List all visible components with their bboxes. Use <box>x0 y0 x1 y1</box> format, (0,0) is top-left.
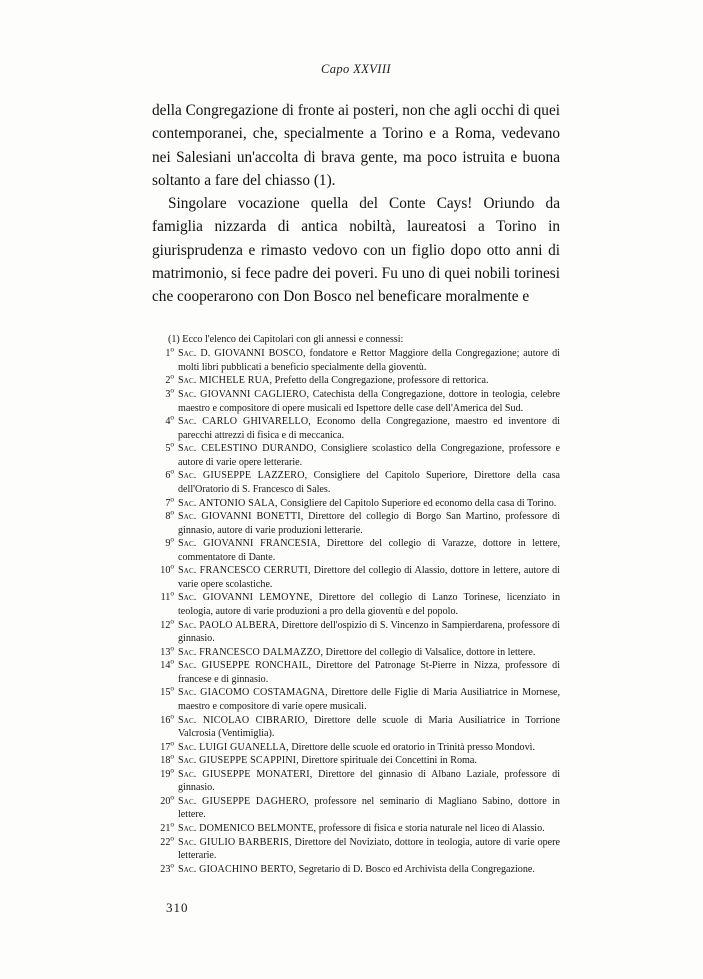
note-detail: Direttore del collegio di Varazze, dottore in lettere, commentatore di Dante. <box>178 538 560 563</box>
note-detail: Direttore del ginnasio di Albano Laziale, professore di ginnasio. <box>178 768 560 794</box>
note-number: 18$^o$ <box>160 752 174 767</box>
note-number: 16$^o$ <box>160 712 174 726</box>
note-body <box>178 591 560 618</box>
note-body <box>178 537 560 564</box>
note-number: 12$^o$ <box>160 617 174 631</box>
note-body <box>178 659 560 686</box>
note-detail: Consigliere scolastico della Congregazione, professore e autore di varie opere letterarie. <box>178 443 560 468</box>
list-item <box>152 442 560 469</box>
note-number: 17$^o$ <box>160 739 174 753</box>
note-number: 6$^o$ <box>165 468 174 482</box>
note-number: 13$^o$ <box>160 644 174 658</box>
list-item <box>152 497 560 511</box>
note-person: Sac. NICOLAO CIBRARIO, <box>178 714 308 726</box>
note-body <box>178 686 560 713</box>
note-number: 5$^o$ <box>165 440 174 455</box>
note-body <box>178 442 560 469</box>
note-body <box>178 415 560 442</box>
note-body <box>178 863 560 877</box>
note-detail: Direttore del collegio di Valsalice, dottore in lettere. <box>323 646 536 658</box>
note-detail: Direttore spirituale dei Concettini in Roma. <box>298 755 477 767</box>
note-number: 23$^o$ <box>160 861 174 875</box>
note-body <box>178 795 560 822</box>
note-detail: Direttore del collegio di Borgo San Martino, professore di ginnasio, autore di varie produzioni letterarie. <box>178 511 560 536</box>
list-item <box>152 754 560 768</box>
note-person: Sac. PAOLO ALBERA, <box>178 619 279 631</box>
list-item <box>152 863 560 877</box>
note-detail: Direttore dell'ospizio di S. Vincenzo in Sampierdarena, professore di ginnasio. <box>178 619 561 645</box>
note-number: 14$^o$ <box>160 657 174 672</box>
list-item <box>152 822 560 836</box>
note-body <box>178 497 560 511</box>
note-detail: Direttore delle Figlie di Maria Ausiliatrice in Mornese, maestro e compositore di varie opere musicali. <box>178 687 561 712</box>
note-detail: Consigliere del Capitolo Superiore, Direttore della casa dell'Oratorio di S. Francesco di Sales. <box>178 470 560 495</box>
list-item <box>152 795 560 822</box>
note-number: 2$^o$ <box>165 373 174 387</box>
note-person: Sac. DOMENICO BELMONTE, <box>178 823 317 834</box>
note-body <box>178 822 560 836</box>
note-number: 20$^o$ <box>160 793 174 807</box>
page-content <box>152 62 560 916</box>
note-person: Sac. GIUSEPPE MONATERI, <box>178 768 313 780</box>
note-person: Sac. GIOVANNI LEMOYNE, <box>178 592 313 604</box>
note-detail: professore nel seminario di Magliano Sabino, dottore in lettere. <box>178 795 560 821</box>
note-number: 3$^o$ <box>165 386 174 400</box>
note-detail: Direttore del Noviziato, dottore in teologia, autore di varie opere letterarie. <box>178 836 560 862</box>
note-detail: Direttore delle scuole ed oratorio in Trinità presso Mondovì. <box>288 741 535 753</box>
list-item <box>152 388 560 415</box>
note-person: Sac. GIUSEPPE RONCHAIL, <box>178 660 312 672</box>
note-person: Sac. FRANCESCO DALMAZZO, <box>178 646 324 658</box>
list-item <box>152 469 560 496</box>
note-body <box>178 646 560 660</box>
note-person: Sac. CARLO GHIVARELLO, <box>178 416 311 428</box>
note-detail: Direttore delle scuole di Maria Ausiliatrice in Torrione Valcrosia (Ventimiglia). <box>178 714 560 740</box>
note-person: Sac. GIACOMO COSTAMAGNA, <box>178 687 328 699</box>
note-detail: Prefetto della Congregazione, professore di rettorica. <box>272 375 489 387</box>
paragraph-2: Singolare vocazione quella del Conte Cays! Oriundo da famiglia nizzarda di antica nobiltà, laureatosi a Torino in giurisprudenza e rimasto vedovo con un figlio dopo otto anni di matrimonio, si fece padre dei poveri. Fu uno di quei nobili torinesi che cooperarono con Don Bosco nel beneficare moralmente e <box>152 195 560 305</box>
note-person: Sac. MICHELE RUA, <box>178 375 273 387</box>
list-item <box>152 646 560 660</box>
list-item <box>152 415 560 442</box>
note-person: Sac. GIOVANNI FRANCESIA, <box>178 538 321 550</box>
footnote-intro: (1) Ecco l'elenco dei Capitolari con gli annessi e connessi: <box>168 334 404 346</box>
note-person: Sac. GIUSEPPE LAZZERO, <box>178 470 308 482</box>
note-body <box>178 388 560 415</box>
note-number: 7$^o$ <box>165 495 174 509</box>
list-item <box>152 591 560 618</box>
note-number: 19$^o$ <box>160 766 174 780</box>
note-person: Sac. GIOVANNI CAGLIERO, <box>178 389 310 400</box>
note-detail: Segretario di D. Bosco ed Archivista della Congregazione. <box>296 863 535 875</box>
note-body <box>178 768 560 795</box>
note-person: Sac. CELESTINO DURANDO, <box>178 443 317 455</box>
footnote-block <box>152 333 560 876</box>
list-item <box>152 741 560 755</box>
paragraph-1: della Congregazione di fronte ai posteri, non che agli occhi di quei contemporanei, che, specialmente a Torino e a Roma, vedevano nei Salesiani un'accolta di brava gente, ma poco istruita e buona soltanto a fare del chiasso (1). <box>152 102 560 189</box>
note-body <box>178 469 560 496</box>
list-item <box>152 619 560 646</box>
note-number: 1$^o$ <box>165 345 174 360</box>
note-body <box>178 510 560 537</box>
list-item <box>152 510 560 537</box>
list-item <box>152 374 560 388</box>
note-detail: Direttore del collegio di Alassio, dottore in lettere, autore di varie opere scolastiche. <box>178 565 560 590</box>
note-person: Sac. GIULIO BARBERIS, <box>178 836 292 848</box>
note-detail: Consigliere del Capitolo Superiore ed economo della casa di Torino. <box>277 497 557 509</box>
note-detail: Catechista della Congregazione, dottore in teologia, celebre maestro e compositore di opere musicali ed Ispettore delle case dell'America del Sud. <box>178 389 560 414</box>
list-item <box>152 714 560 741</box>
note-body <box>178 564 560 591</box>
note-separator <box>152 308 560 321</box>
note-detail: Direttore del collegio di Lanzo Torinese, licenziato in teologia, autore di varie produzioni a pro della gioventù e del popolo. <box>178 592 560 617</box>
body-text <box>152 99 560 308</box>
list-item <box>152 836 560 863</box>
list-item <box>152 564 560 591</box>
note-number: 22$^o$ <box>160 834 174 848</box>
list-item <box>152 659 560 686</box>
note-person: Sac. LUIGI GUANELLA, <box>178 741 289 753</box>
note-body <box>178 714 560 741</box>
note-person: Sac. GIUSEPPE DAGHERO, <box>178 795 309 807</box>
note-number: 9$^o$ <box>165 535 174 550</box>
note-body <box>178 741 560 755</box>
note-number: 4$^o$ <box>165 413 174 428</box>
note-body <box>178 374 560 388</box>
page-number: 310 <box>166 900 189 916</box>
list-item <box>152 686 560 713</box>
note-detail: Economo della Congregazione, maestro ed inventore di parecchi attrezzi di fisica e di meccanica. <box>178 416 560 441</box>
note-person: Sac. FRANCESCO CERRUTI, <box>178 565 311 577</box>
note-person: Sac. GIUSEPPE SCAPPINI, <box>178 755 299 767</box>
note-number: 15$^o$ <box>160 685 174 699</box>
note-detail: Direttore del Patronage St-Pierre in Nizza, professore di francese e di ginnasio. <box>178 660 560 685</box>
list-item <box>152 347 560 374</box>
note-person: Sac. ANTONIO SALA, <box>178 497 278 509</box>
list-item <box>152 768 560 795</box>
note-number: 21$^o$ <box>160 820 174 834</box>
note-number: 11$^o$ <box>160 590 174 604</box>
note-number: 10$^o$ <box>160 562 174 577</box>
running-head: Capo XXVIII <box>320 62 391 76</box>
note-person: Sac. D. GIOVANNI BOSCO, <box>178 348 306 360</box>
list-item <box>152 537 560 564</box>
note-number: 8$^o$ <box>165 508 174 523</box>
note-body <box>178 619 560 646</box>
note-body <box>178 836 560 863</box>
note-person: Sac. GIOVANNI BONETTI, <box>178 511 304 523</box>
note-detail: professore di fisica e storia naturale nel liceo di Alassio. <box>316 823 545 834</box>
note-body <box>178 347 560 374</box>
note-person: Sac. GIOACHINO BERTO, <box>178 863 297 875</box>
note-body <box>178 754 560 768</box>
note-detail: fondatore e Rettor Maggiore della Congregazione; autore di molti libri pubblicati a beneficio specialmente della gioventù. <box>178 348 560 373</box>
